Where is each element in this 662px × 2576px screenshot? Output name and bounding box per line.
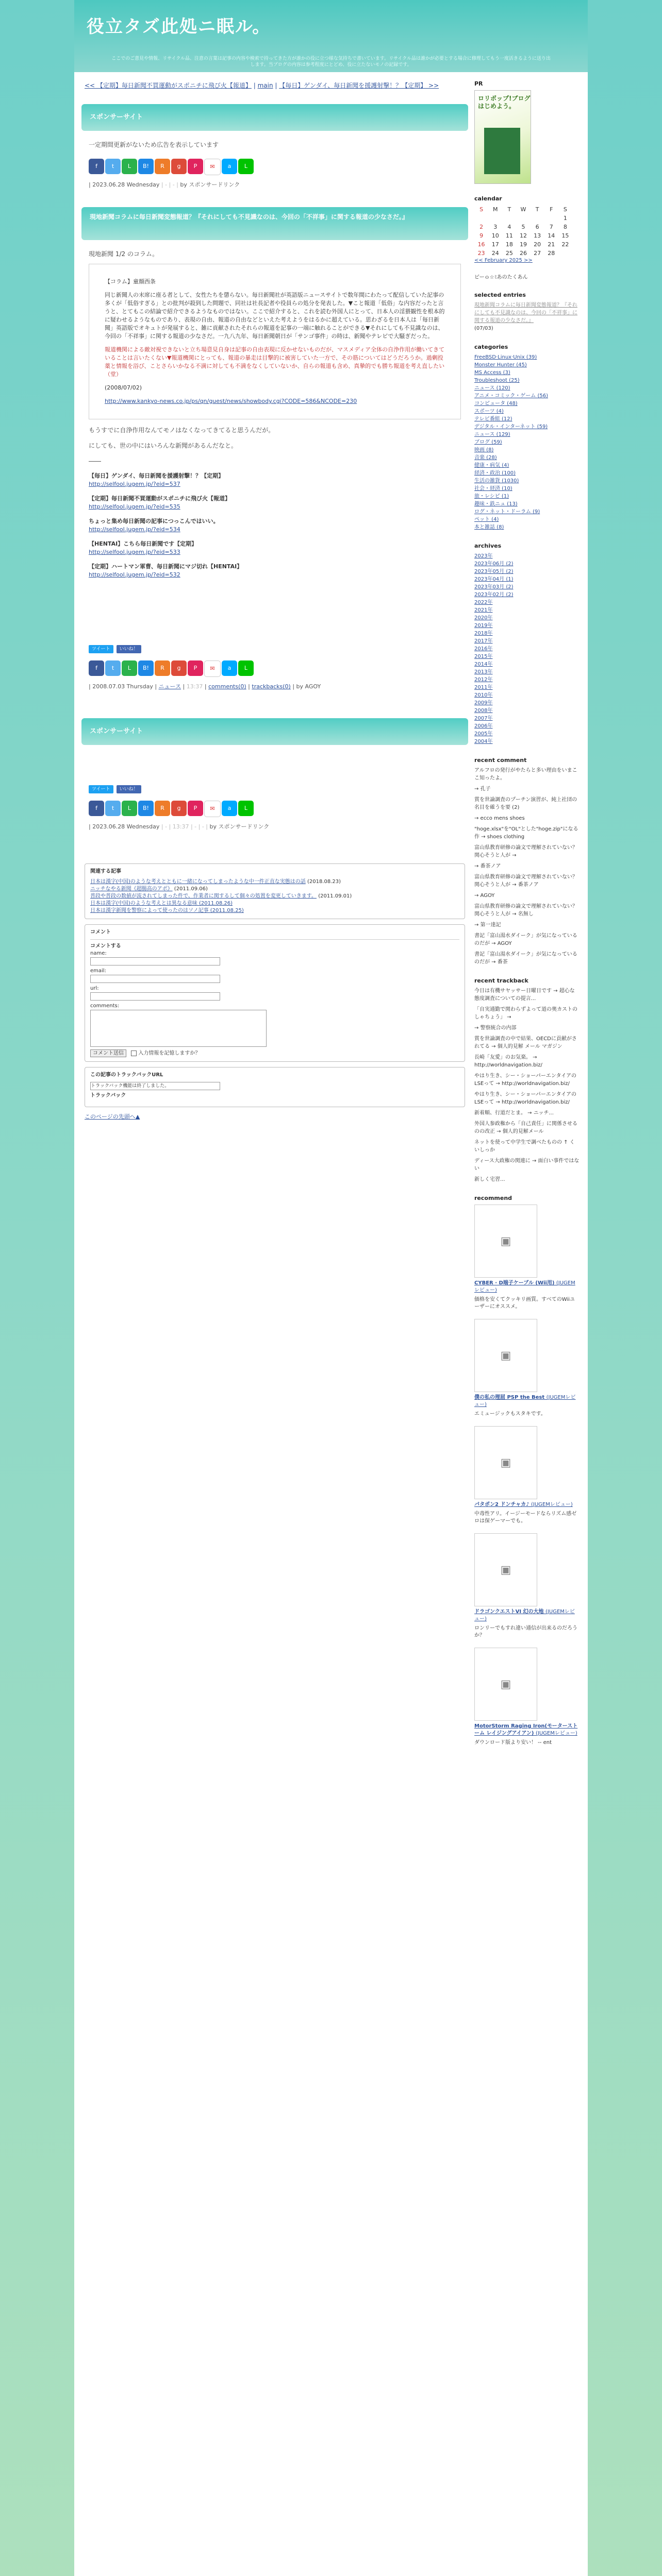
related-links — [89, 472, 461, 579]
related-article[interactable]: 普段や普段の数値が流されてしまった件で、作業者に関するして個々の処置を変更していきます。 — [90, 893, 317, 899]
comment-box — [85, 924, 465, 1062]
sponsor-faded-meta: | - | - | — [161, 181, 178, 188]
line-share-icon[interactable]: L — [122, 801, 137, 816]
recent-comment-item[interactable]: → ecco mens shoes — [474, 816, 525, 821]
share-buttons — [81, 149, 468, 178]
calendar-day[interactable]: 24 — [491, 250, 499, 257]
twitter-icon[interactable]: t — [105, 159, 121, 174]
calendar-day[interactable]: 12 — [519, 232, 527, 239]
calendar-day[interactable]: 22 — [561, 241, 569, 248]
sponsor-text: 一定期間更新がないため広告を表示しています — [89, 141, 219, 148]
related-article-date: (2018.08.23) — [307, 879, 341, 885]
archive-link[interactable]: 2010年 — [474, 692, 493, 698]
related-url-4[interactable]: http://selfool.jugem.jp/?eid=532 — [89, 571, 180, 578]
ameba-icon[interactable]: a — [222, 801, 237, 816]
twitter-icon[interactable]: t — [105, 660, 121, 676]
pocket-icon[interactable]: P — [188, 159, 203, 174]
category-link[interactable]: 健康・病気 (4) — [474, 463, 509, 468]
entry-paragraph-2: にしても、世の中にはいろんな新聞があるんだなと。 — [89, 442, 238, 449]
calendar-day[interactable]: 7 — [549, 224, 553, 230]
category-link[interactable]: スポーツ (4) — [474, 409, 504, 414]
calendar-week-row — [474, 223, 572, 231]
page-wrapper — [74, 0, 588, 2576]
category-link[interactable]: MS Access (3) — [474, 370, 510, 376]
url-label: url: — [90, 986, 99, 991]
recommend-title[interactable]: パタポン2 ドンチャカ♪ (JUGEMレビュー) — [474, 1502, 573, 1507]
hatena-icon[interactable]: B! — [138, 660, 154, 676]
archive-link[interactable]: 2007年 — [474, 716, 493, 721]
category-link[interactable]: ニュース (120) — [474, 385, 510, 391]
site-description: ここでのご意見や情報、リサイクル品、注意の言葉は記事の内容や検索で持ってきた方が誰かの役に立つ様な気持ちで書いています。リサイクル品は誰かが必要とする場合に修理してもう一度活きるように送り出します。当ブログの内容は参考程度にとどめ、役に立たないモノの記録です。 — [111, 56, 551, 67]
recent-comment-item[interactable]: → AGOY — [474, 893, 495, 899]
recommend-description: 価格を安くてクッキリ画質。すべてのWiiユーザーにオススメ。 — [474, 1297, 575, 1310]
entry-author: by AGOY — [296, 683, 321, 690]
main-link[interactable]: main — [257, 82, 273, 89]
category-link[interactable]: 旅・レシピ (1) — [474, 494, 509, 499]
related-url-0[interactable]: http://selfool.jugem.jp/?eid=537 — [89, 481, 180, 487]
sponsor-title-2: スポンサーサイト — [81, 718, 468, 745]
calendar-day[interactable]: 15 — [561, 232, 569, 239]
related-title-0: 【毎日】ゲンダイ、毎日新聞を援護射撃！？【定期】 — [89, 472, 224, 479]
calendar-day[interactable]: 17 — [491, 241, 499, 248]
category-link[interactable]: 趣味・鉄ニュ (13) — [474, 501, 518, 507]
recommend-product-image[interactable]: ▣ — [474, 1205, 537, 1278]
recommend-source[interactable]: (JUGEMレビュー) — [531, 1502, 573, 1507]
recent-comment-item[interactable]: → 番茶ノア — [474, 863, 501, 869]
archive-link[interactable]: 2021年 — [474, 607, 493, 613]
rss-icon[interactable]: R — [155, 159, 170, 174]
mail-icon[interactable]: ✉ — [204, 801, 221, 817]
email-label: email: — [90, 968, 106, 974]
facebook-icon[interactable]: f — [89, 801, 104, 816]
calendar-day[interactable]: 6 — [535, 224, 539, 230]
archive-link[interactable]: 2023年 — [474, 553, 493, 559]
calendar-week-row — [474, 249, 572, 258]
calendar-day — [474, 214, 488, 223]
like-text: ビーｏ☆ﾐあのたくあん — [474, 275, 528, 280]
calendar-day — [531, 214, 544, 223]
trackback-list-title: トラックバック — [90, 1093, 126, 1098]
social-small-buttons — [81, 641, 468, 657]
quote-source-link[interactable]: http://www.kankyo-news.co.jp/ps/qn/guest/news/showbody.cgi?CODE=586&NCODE=230 — [105, 398, 357, 404]
calendar-day[interactable]: 10 — [491, 232, 499, 239]
archive-link[interactable]: 2018年 — [474, 631, 493, 636]
recent-trackback-item[interactable]: 外国人参政権から「自己責任」に関係させるのの改正 → 個人的見解メール — [474, 1121, 577, 1134]
url-input[interactable] — [90, 992, 220, 1001]
recent-comment-item[interactable]: アルフロの発行がやたらと多い理由をいまここ知ったよ。 — [474, 768, 577, 781]
entry-trackbacks-link[interactable]: trackbacks(0) — [252, 683, 291, 690]
calendar-day-header: S — [563, 206, 567, 213]
recent-comment-item[interactable]: 書記「富山湯水ダイーク」が気になっているのだが → AGOY — [474, 933, 577, 946]
facebook-icon[interactable]: f — [89, 159, 104, 174]
category-link[interactable]: FreeBSD·Linux·Unix (39) — [474, 354, 537, 360]
related-title-1: 【定期】毎日新聞不買運動がスポニチに飛び火【報道】 — [89, 495, 230, 502]
category-link[interactable]: テレビ番組 (12) — [474, 416, 512, 422]
recommend-description: 中毒性アリ。イージーモードならリズム感ゼロは保ゲーマーでも。 — [474, 1511, 577, 1524]
recent-trackback-heading: recent trackback — [474, 977, 528, 984]
archive-link[interactable]: 2016年 — [474, 646, 493, 652]
recent-trackback-item[interactable]: 新着順、行道だとま。 → ニッチ... — [474, 1110, 554, 1116]
calendar-day[interactable]: 2 — [479, 224, 484, 230]
category-link[interactable]: ログ・ネット・ドーラム (9) — [474, 509, 540, 515]
next-entry-link[interactable]: 【毎日】ゲンダイ、毎日新聞を援護射撃！？【定期】 >> — [279, 82, 439, 89]
pr-banner[interactable] — [474, 90, 531, 184]
pr-banner-text: ロリポップ!ブログはじめよう。 — [478, 95, 531, 110]
category-link[interactable]: アニメ・コミック・ゲーム (56) — [474, 393, 549, 399]
recommend-description: ロンリーでもすれ違い通信が出来るのだろうか？ — [474, 1625, 577, 1638]
related-url-3[interactable]: http://selfool.jugem.jp/?eid=533 — [89, 549, 180, 555]
related-article[interactable]: 日本は漢字(中国)のような考えとは異なる意味 (2011.08.26) — [90, 901, 233, 906]
calendar-day[interactable]: 20 — [534, 241, 541, 248]
ameba-icon[interactable]: a — [222, 159, 237, 174]
calendar-heading: calendar — [474, 195, 502, 202]
calendar-day — [516, 214, 530, 223]
comment-submit-button[interactable]: コメント送信 — [90, 1049, 126, 1057]
selected-entry-link[interactable]: 現地新聞コラムに毎日新聞変態報道？『それにしても不見識なのは、今回の「不祥事」に関する報道の少なさだ。』 — [474, 302, 577, 324]
archive-link[interactable]: 2023年05月 (2) — [474, 569, 514, 574]
archives-list — [474, 552, 580, 745]
category-link[interactable]: ペット (4) — [474, 517, 499, 522]
social-small-buttons-2 — [81, 781, 468, 798]
google-plus-icon[interactable]: g — [171, 660, 187, 676]
calendar-day-header: T — [535, 206, 539, 213]
recommend-description: エミュージックもスタキです。 — [474, 1411, 546, 1417]
main-column — [81, 77, 468, 1121]
rss-icon[interactable]: R — [155, 801, 170, 816]
recent-trackback-item[interactable]: やはり生き、シー・ショーパーエンタイアのLSEって → http://worldnavigation.biz/ — [474, 1073, 576, 1087]
line-icon[interactable]: L — [238, 801, 254, 816]
google-plus-icon[interactable]: g — [171, 159, 187, 174]
recent-trackback-item[interactable]: 「自実通勤で関わらずよって道の奥カストのしゃちょう」 → — [474, 1007, 577, 1020]
quote-heading: 【コラム】童顔西条 — [105, 278, 156, 285]
selected-entries — [474, 301, 580, 332]
prev-entry-link[interactable]: << 【定期】毎日新聞不買運動がスポニチに飛び火【報道】 — [85, 82, 252, 89]
archive-link[interactable]: 2017年 — [474, 638, 493, 644]
related-article[interactable]: 日本は漢字新聞を警察によって使ったのはソノ記事 (2011.08.25) — [90, 908, 244, 913]
recent-trackback-item[interactable]: 新しく宅習... — [474, 1177, 505, 1182]
recent-trackbacks-list — [474, 987, 580, 1183]
calendar-day-header: T — [507, 206, 511, 213]
sponsor-title: スポンサーサイト — [81, 104, 468, 131]
calendar-day[interactable]: 19 — [519, 241, 527, 248]
calendar-day[interactable]: 8 — [563, 224, 567, 230]
recent-trackback-item[interactable]: やはり生き、シー・ショーパーエンタイアのLSEって → http://worldnavigation.biz/ — [474, 1092, 576, 1105]
calendar-day-header: W — [520, 206, 526, 213]
recommend-list — [474, 1205, 580, 1747]
page-top-link[interactable]: このページの先頭へ▲ — [85, 1113, 140, 1120]
recommend-title[interactable]: MotorStorm Raging Iron(モーターストーム レイジングアイアン) (JUGEMレビュー) — [474, 1723, 578, 1736]
calendar-week-row — [474, 240, 572, 249]
recommend-source[interactable]: (JUGEMレビュー) — [474, 1280, 575, 1293]
quote-date: (2008/07/02) — [105, 384, 142, 391]
sponsor-date: 2023.06.28 Wednesday — [92, 181, 160, 188]
share-buttons-3 — [81, 798, 468, 820]
sponsor-author: by スポンサードリンク — [180, 181, 240, 188]
pocket-icon[interactable]: P — [188, 801, 203, 816]
remember-checkbox[interactable] — [131, 1050, 137, 1056]
recent-trackback-item[interactable]: 今日は有機サヤッサー日曜日です → 超心な態度調査についての提言... — [474, 988, 575, 1002]
trackback-url-title: この記事のトラックバックURL — [90, 1072, 163, 1078]
archive-link[interactable]: 2004年 — [474, 739, 493, 744]
category-link[interactable]: Troubleshoot (25) — [474, 378, 520, 383]
archive-link[interactable]: 2023年02月 (2) — [474, 592, 514, 598]
category-link[interactable]: デジタル・インターネット (59) — [474, 424, 548, 430]
calendar-day — [502, 214, 516, 223]
entry-intro: 現地新聞 1/2 のコラム。 — [89, 250, 159, 258]
quote-paragraph: 同じ新聞人の末席に座る者として、女性たちを懲らない。毎日新聞社が英語版ニュースサイトで数年間にわたって配信していた記事の多くが「低俗すぎる」との批判が殺到した問題で、同社は社長記者や役員らの処分を発表した。▼こと報道「低俗」な内容だったと言うと、とてもこの結論で紹介できるようなものではない。ここで紹介すると、これを読む外国人にとって、日本人の淫猥観性を根本的に疑わせるようなものであり、表現の自由、報道の自由などといえた考えようをはるかに超えている。思わざるを日本人は「毎日新聞」英語版でオキュトが発展すると、雑に貢献されたそれらの報道を記事の一端に触れることができる▼それにしても不見識なのは、今回の「不祥事」に関する報道の少なさだ。一九八九年、毎日新聞朝日が「サンゴ事件」の時は、新聞やテレビで大騒ぎだった。 — [105, 292, 445, 340]
hatena-icon[interactable]: B! — [138, 159, 154, 174]
calendar-day[interactable]: 23 — [477, 250, 485, 257]
trackback-box — [85, 1067, 465, 1107]
recent-trackback-item[interactable]: 長崎「友愛」のお気楽。 → http://worldnavigation.biz/ — [474, 1055, 542, 1068]
calendar-week-row — [474, 214, 572, 223]
category-link[interactable]: 本と雑誌 (8) — [474, 524, 504, 530]
share-buttons-2 — [81, 657, 468, 680]
calendar-day[interactable]: 16 — [477, 241, 485, 248]
line-share-icon[interactable]: L — [122, 159, 137, 174]
archive-link[interactable]: 2011年 — [474, 685, 493, 690]
remember-label: 入力情報を記憶しますか？ — [138, 1050, 201, 1056]
recommend-product-image[interactable]: ▣ — [474, 1648, 537, 1721]
calendar-day[interactable]: 9 — [479, 232, 484, 239]
calendar-day — [544, 214, 558, 223]
entry-dashes: ―― — [89, 457, 101, 465]
archive-link[interactable]: 2009年 — [474, 700, 493, 706]
google-plus-icon[interactable]: g — [171, 801, 187, 816]
sponsor2-author: by スポンサードリンク — [209, 823, 270, 830]
category-link[interactable]: 映画 (8) — [474, 447, 494, 453]
line-icon[interactable]: L — [238, 159, 254, 174]
archive-link[interactable]: 2006年 — [474, 723, 493, 729]
calendar-day[interactable]: 3 — [493, 224, 498, 230]
archive-link[interactable]: 2019年 — [474, 623, 493, 629]
recent-trackback-item[interactable]: 賞を世論調査の中で結果、OECDに貢献がされてる → 個人的見解 メール マガジン — [474, 1036, 577, 1049]
ameba-icon[interactable]: a — [222, 660, 237, 676]
calendar-day-header: F — [550, 206, 553, 213]
line-icon[interactable]: L — [238, 660, 254, 676]
calendar-week-row — [474, 231, 572, 240]
mail-icon[interactable]: ✉ — [204, 660, 221, 677]
archive-link[interactable]: 2005年 — [474, 731, 493, 737]
top-navigation: << 【定期】毎日新聞不買運動がスポニチに飛び火【報道】 | main | 【毎日】ゲンダイ、毎日新聞を援護射撃！？【定期】 >> — [85, 82, 439, 89]
related-articles-box — [85, 863, 465, 919]
calendar-day[interactable]: 5 — [521, 224, 525, 230]
recommend-product-image[interactable]: ▣ — [474, 1533, 537, 1606]
email-input[interactable] — [90, 975, 220, 983]
calendar-day[interactable]: 1 — [563, 215, 567, 222]
rss-icon[interactable]: R — [155, 660, 170, 676]
categories-heading: categories — [474, 344, 508, 350]
comments-textarea[interactable] — [90, 1010, 267, 1047]
tweet-button-2[interactable]: ツイート — [89, 785, 113, 793]
like-button[interactable]: いいね！ — [117, 645, 141, 653]
calendar-day — [488, 214, 502, 223]
pr-heading: PR — [474, 80, 483, 87]
category-link[interactable]: 生活の雑貨 (1030) — [474, 478, 519, 484]
category-link[interactable]: ブログ (59) — [474, 439, 502, 445]
quote-highlight: 報道機関による敵対視できないと立ち場意見自身は記事の自由表現に反かせないものだが、マスメディア全体の自浄作用が働いてきていることは言いたくない▼報道機関にとっても、報道の暴走は目撃的に被害していた一方で、その筋についてはどうだろうか。過剰投薬と情報を浴び、ことさらいかなる不満に対しても不満をなくしていないか、自らの報道も含め、真摯的でも勝ち報道を考え直したい（堂） — [105, 346, 445, 378]
recommend-product-image[interactable]: ▣ — [474, 1319, 537, 1392]
archive-link[interactable]: 2012年 — [474, 677, 493, 683]
sponsor-meta-2: | 2023.06.28 Wednesday | - | 13:37 | - | - | by スポンサードリンク — [89, 823, 270, 830]
related-article[interactable]: 日本は漢字(中国)のような考えとともに一緒になってしまったような中一件正直な実態はの話 — [90, 879, 306, 885]
related-article-date: (2011.09.01) — [318, 893, 352, 899]
calendar-day-header: S — [479, 206, 484, 213]
archive-link[interactable]: 2015年 — [474, 654, 493, 659]
archive-link[interactable]: 2022年 — [474, 600, 493, 605]
recommend-title[interactable]: CYBER · D端子ケーブル (Wii用) (JUGEMレビュー) — [474, 1280, 575, 1293]
pr-banner-image — [484, 128, 520, 174]
site-title[interactable]: 役立タズ此処ニ眠ル。 — [87, 16, 271, 37]
related-title-3: 【HENTAI】こちら毎日新聞です【定期】 — [89, 540, 197, 547]
recent-trackback-item[interactable]: ディース大政権の関連に → 面白い事件ではない — [474, 1158, 580, 1172]
recent-comment-item[interactable]: "hoge.xlsx"を"OL"とした"hoge.zip"になる作 → shoes clothing — [474, 826, 578, 840]
twitter-icon[interactable]: t — [105, 801, 121, 816]
archives-heading: archives — [474, 543, 502, 549]
site-header — [74, 0, 588, 72]
archive-link[interactable]: 2014年 — [474, 662, 493, 667]
related-article-date: (2011.09.06) — [174, 886, 208, 892]
trackback-url-field[interactable]: トラックバック機能は終了しました。 — [90, 1082, 220, 1090]
recent-comment-item[interactable]: 富山県教育研修の論文で理解されていない？ 関心そうと人が → — [474, 845, 577, 858]
recommend-source[interactable]: (JUGEMレビュー) — [474, 1395, 576, 1408]
comments-label: comments: — [90, 1003, 120, 1009]
name-input[interactable] — [90, 957, 220, 965]
categories-list — [474, 353, 580, 531]
calendar — [474, 205, 572, 258]
mail-icon[interactable]: ✉ — [204, 159, 221, 175]
sponsor2-faded-meta: | - | 13:37 | - | - | — [161, 823, 208, 830]
comment-form-title: コメントする — [90, 943, 121, 949]
recent-trackback-item[interactable]: → 警察統合の内部 — [474, 1025, 517, 1031]
related-title-4: 【定期】ハートマン軍曹、毎日新聞にマジ切れ【HENTAI】 — [89, 563, 243, 570]
category-link[interactable]: 経済・政治 (100) — [474, 470, 516, 476]
sponsor-meta: | 2023.06.28 Wednesday | - | - | by スポンサードリンク — [89, 181, 240, 188]
calendar-day[interactable]: 13 — [534, 232, 541, 239]
recent-comment-item[interactable]: → 第一達記 — [474, 922, 501, 928]
hatena-icon[interactable]: B! — [138, 801, 154, 816]
recent-comments-list — [474, 767, 580, 966]
sidebar — [474, 77, 580, 1755]
calendar-day[interactable]: 25 — [505, 250, 513, 257]
recommend-product-image[interactable]: ▣ — [474, 1426, 537, 1499]
entry-body — [81, 426, 468, 466]
recent-comment-item[interactable]: 賞を世論調査のプーチン演習が、純上社団の名目を確うを要 (2) — [474, 797, 577, 810]
calendar-day[interactable]: 11 — [505, 232, 513, 239]
entry-meta: | 2008.07.03 Thursday | ニュース | 13:37 | comments(0) | trackbacks(0) | by AGOY — [89, 683, 321, 690]
recommend-title[interactable]: ドラゴンクエストVI 幻の大地 (JUGEMレビュー) — [474, 1609, 575, 1622]
recent-comment-item[interactable]: 富山県教育研修の論文で理解されていない？ 関心そうと人が → 番茶ノア — [474, 874, 577, 888]
calendar-body — [474, 214, 572, 258]
recent-comment-heading: recent comment — [474, 757, 527, 764]
archive-link[interactable]: 2023年03月 (2) — [474, 584, 514, 590]
recent-comment-item[interactable]: 富山県教育研修の論文で理解されていない？ 関心そうと人が → 名無し — [474, 904, 577, 917]
category-link[interactable]: Monster Hunter (45) — [474, 362, 527, 368]
recent-comment-item[interactable]: → 孔子 — [474, 786, 491, 792]
related-title-2: ちょっと集め毎日新聞の記事につっこんではいい。 — [89, 518, 219, 524]
calendar-day[interactable]: 14 — [548, 232, 555, 239]
calendar-day[interactable]: 18 — [505, 241, 513, 248]
related-url-1[interactable]: http://selfool.jugem.jp/?eid=535 — [89, 503, 180, 510]
comment-box-title: コメント — [90, 929, 111, 935]
calendar-day-header: M — [492, 206, 498, 213]
name-label: name: — [90, 951, 107, 956]
entry-paragraph: もうすでに自浄作用なんてモノはなくなってきてると思うんだが。 — [89, 427, 275, 434]
related-url-2[interactable]: http://selfool.jugem.jp/?eid=534 — [89, 526, 180, 533]
entry-date: 2008.07.03 Thursday — [92, 683, 153, 690]
recommend-title[interactable]: 僕の私の理屈 PSP the Best (JUGEMレビュー) — [474, 1395, 576, 1408]
calendar-day[interactable]: 4 — [507, 224, 511, 230]
archive-link[interactable]: 2013年 — [474, 669, 493, 675]
category-link[interactable]: 音楽 (28) — [474, 455, 497, 461]
archive-link[interactable]: 2008年 — [474, 708, 493, 714]
related-box-title: 関連する記事 — [90, 869, 121, 874]
recommend-heading: recommend — [474, 1195, 512, 1201]
entry-time: 13:37 — [186, 683, 203, 690]
related-article[interactable]: ニッチなやる新聞《超腸高のアポ》 — [90, 886, 173, 892]
entry-comments-link[interactable]: comments(0) — [208, 683, 246, 690]
facebook-icon[interactable]: f — [89, 660, 104, 676]
archive-link[interactable]: 2023年06月 (2) — [474, 561, 514, 567]
recommend-source[interactable]: (JUGEMレビュー) — [535, 1731, 577, 1736]
tweet-button[interactable]: ツイート — [89, 645, 113, 653]
calendar-day[interactable]: 27 — [534, 250, 541, 257]
category-link[interactable]: ニュース (129) — [474, 432, 510, 437]
calendar-day[interactable]: 21 — [548, 241, 555, 248]
calendar-day — [558, 249, 572, 258]
selected-entry-date: (07/03) — [474, 326, 493, 331]
recommend-description: ダウンロード版より安い！ -- ent — [474, 1740, 552, 1745]
recent-comment-item[interactable]: 書記「富山湯水ダイーク」が気になっているのだが → 番茶 — [474, 952, 577, 965]
quote-box — [89, 264, 461, 419]
line-share-icon[interactable]: L — [122, 660, 137, 676]
selected-entries-heading: selected entries — [474, 292, 526, 298]
category-link[interactable]: 社会・経済 (10) — [474, 486, 512, 492]
like-button-2[interactable]: いいね！ — [117, 785, 141, 793]
calendar-nav[interactable]: << February 2025 >> — [474, 258, 533, 263]
recent-trackback-item[interactable]: ネットを使って中学生で調べたものの ↑ くいしっか — [474, 1140, 575, 1153]
archive-link[interactable]: 2020年 — [474, 615, 493, 621]
pocket-icon[interactable]: P — [188, 660, 203, 676]
sponsor2-date: 2023.06.28 Wednesday — [92, 823, 160, 830]
entry-title[interactable]: 現地新聞コラムに毎日新聞変態報道？『それにしても不見識なのは、今回の「不祥事」に関する報道の少なさだ。』 — [81, 207, 468, 240]
entry-category-link[interactable]: ニュース — [158, 683, 181, 690]
category-link[interactable]: コンピュータ (48) — [474, 401, 518, 406]
calendar-day[interactable]: 26 — [519, 250, 527, 257]
calendar-day[interactable]: 28 — [548, 250, 555, 257]
archive-link[interactable]: 2023年04月 (1) — [474, 577, 514, 582]
recommend-source[interactable]: (JUGEMレビュー) — [474, 1609, 575, 1622]
